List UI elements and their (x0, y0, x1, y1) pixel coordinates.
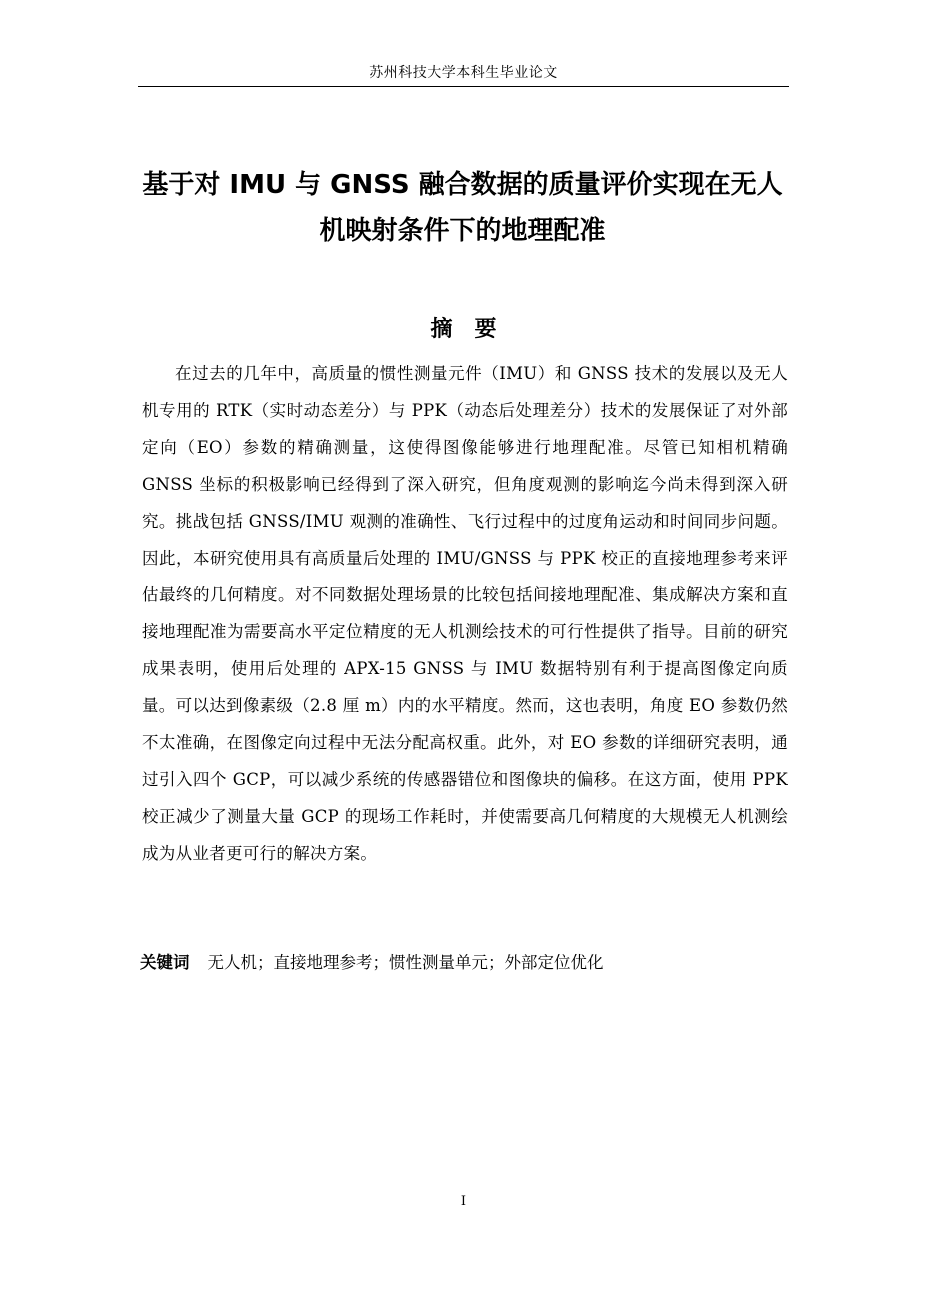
running-header: 苏州科技大学本科生毕业论文 (369, 65, 558, 81)
page-number: I (460, 1194, 467, 1209)
abstract-heading: 摘要 (430, 317, 519, 342)
thesis-title-line-1: 基于对 IMU 与 GNSS 融合数据的质量评价实现在无人 (142, 170, 783, 200)
keywords-text: 无人机；直接地理参考；惯性测量单元；外部定位优化 (207, 953, 604, 972)
thesis-title-line-2: 机映射条件下的地理配准 (319, 216, 606, 246)
keywords-line (140, 948, 790, 978)
abstract-body: 在过去的几年中，高质量的惯性测量元件（IMU）和 GNSS 技术的发展以及无人机专用的 RTK（实时动态差分）与 PPK（动态后处理差分）技术的发展保证了对外部定向（EO）参数的精确测量，这使得图像能够进行地理配准。尽管已知相机精确 GNSS 坐标的积极影响已经得到了深入研究，但角度观测的影响迄今尚未得到深入研究。挑战包括 GNSS/IMU 观测的准确性、飞行过程中的过度角运动和时间同步问题。因此，本研究使用具有高质量后处理的 IMU/GNSS 与 PPK 校正的直接地理参考来评估最终的几何精度。对不同数据处理场景的比较包括间接地理配准、集成解决方案和直接地理配准为需要高水平定位精度的无人机测绘技术的可行性提供了指导。目前的研究成果表明，使用后处理的 APX-15 GNSS 与 IMU 数据特别有利于提高图像定向质量。可以达到像素级（2.8 厘 m）内的水平精度。然而，这也表明，角度 EO 参数仍然不太准确，在图像定向过程中无法分配高权重。此外，对 EO 参数的详细研究表明，通过引入四个 GCP，可以减少系统的传感器错位和图像块的偏移。在这方面，使用 PPK 校正减少了测量大量 GCP 的现场工作耗时，并使需要高几何精度的大规模无人机测绘成为从业者更可行的解决方案。 (142, 364, 788, 863)
thesis-title (110, 162, 815, 254)
header-divider (138, 86, 789, 87)
keywords-label: 关键词 (140, 953, 190, 972)
